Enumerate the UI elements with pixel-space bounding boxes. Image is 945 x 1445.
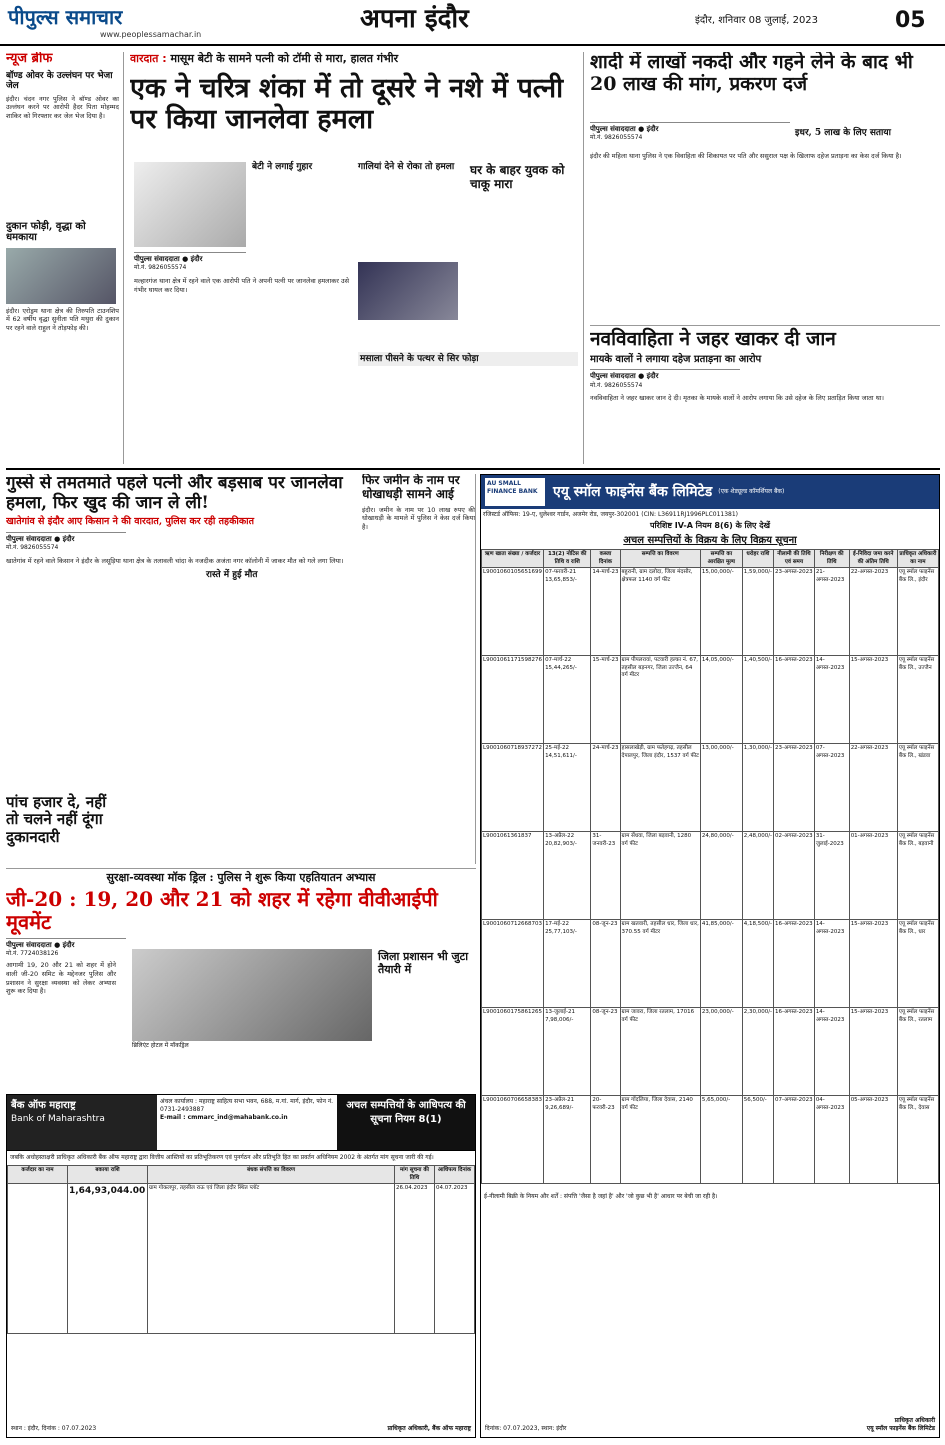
table-cell: 20-फरवरी-23 — [591, 1096, 620, 1184]
table-cell: 07-मार्च-22 15,44,265/- — [544, 656, 591, 744]
bank-tag: (एक शेड्यूल्ड कॉमर्शियल बैंक) — [718, 487, 785, 495]
dowry-headline: शादी में लाखों नकदी और गहने लेने के बाद भी 20 लाख की मांग, प्रकरण दर्ज — [590, 52, 913, 95]
table-cell: 02-अगस्त-2023 — [774, 832, 815, 920]
table-cell: 08-जून-23 — [591, 920, 620, 1008]
table-header: सम्पत्ति का विवरण — [620, 550, 700, 568]
g20-text: आगामी 19, 20 और 21 को शहर में होने वाली जी-20 समिट के मद्देनजर पुलिस और प्रशासन ने सुरक्षा व्यवस्था को लेकर अभ्यास शुरू कर दिया है। — [6, 961, 116, 996]
photo-caption: ब्रिलिएंट होटल में मॉकड्रिल — [132, 1042, 189, 1049]
terms: ई-नीलामी बिक्री के नियम और शर्तें : संपत्ति 'जैसा है जहां है' और 'जो कुछ भी है' आधार पर बेची जा रही है। — [484, 1193, 718, 1201]
table-cell: 23-अगस्त-2023 — [774, 744, 815, 832]
table-cell: 2,48,000/- — [742, 832, 773, 920]
brief-headline-1: बॉण्ड ओवर के उल्लंघन पर भेजा जेल — [6, 70, 113, 92]
farmer-subhead: खातेगांव से इंदौर आए किसान ने की वारदात, पुलिस कर रही तहकीकात — [6, 516, 255, 528]
table-row — [482, 656, 939, 744]
bom-amount: 1,64,93,044.00 — [68, 1183, 148, 1333]
table-row — [482, 568, 939, 656]
land-story — [362, 474, 476, 864]
bom-name: बैंक ऑफ महाराष्ट्र — [11, 1100, 76, 1111]
brief-headline-2: दुकान फोड़ी, वृद्धा को धमकाया — [6, 220, 86, 244]
bank-name: एयू स्मॉल फाइनेंस बैंक लिमिटेड — [553, 483, 713, 500]
table-cell: 1,40,500/- — [742, 656, 773, 744]
poison-subhead: मायके वालों ने लगाया दहेज प्रताड़ना का आरोप — [590, 353, 762, 365]
bank-signatory: प्राधिकृत अधिकारी — [894, 1416, 935, 1424]
bank-notice-title: अचल सम्पत्तियों के विक्रय के लिए विक्रय सूचना — [623, 534, 797, 546]
dowry-byline: पीपुल्स संवाददाता ● इंदौर — [590, 122, 790, 134]
dowry-text: इंदौर की महिला थाना पुलिस ने एक विवाहिता की शिकायत पर पति और ससुराल पक्ष के खिलाफ दहेज प्रताड़ना का केस दर्ज किया है। — [590, 152, 902, 160]
table-cell: 22-अगस्त-2023 — [849, 568, 897, 656]
table-cell: 15-अगस्त-2023 — [849, 920, 897, 1008]
table-header: सम्पत्ति का आरक्षित मूल्य — [700, 550, 742, 568]
news-brief-column — [6, 52, 124, 464]
brief-text-1: इंदौर। चंदन नगर पुलिस ने बॉण्ड ओवर का उल्लंघन करने पर आरोपी हैदर पिता मोहम्मद शाकिर को गिरफ्तार कर जेल भेज दिया है। — [6, 94, 119, 121]
bank-signatory-org: एयू स्मॉल फाइनेंस बैंक लिमिटेड — [866, 1424, 935, 1432]
lead-kicker: वारदात : — [130, 52, 167, 65]
table-header: कर्जदार का नाम — [8, 1166, 68, 1184]
table-cell: L9001060175861265 — [482, 1008, 544, 1096]
table-cell: L9001060718937272 — [482, 744, 544, 832]
shop-extortion-head: पांच हजार दे, नहीं तो चलने नहीं दूंगा दुकानदारी — [6, 793, 107, 846]
table-header: नीलामी की तिथि एवं समय — [774, 550, 815, 568]
page-number: 05 — [895, 8, 926, 33]
bom-email: E-mail : cmmarc_ind@mahabank.co.in — [160, 1114, 288, 1122]
table-cell: एयू स्मॉल फाइनेंस बैंक लि., धार — [897, 920, 938, 1008]
bank-date-place: दिनांक: 07.07.2023, स्थान: इंदौर — [485, 1424, 567, 1432]
table-cell: 07-फरवरी-21 13,65,853/- — [544, 568, 591, 656]
lead-kicker-text: मासूम बेटी के सामने पत्नी को टॉमी से मारा, हालत गंभीर — [170, 52, 399, 65]
lead-text: मल्हारगंज थाना क्षेत्र में रहने वाले एक आरोपी पति ने अपनी पत्नी पर जानलेवा हमलाकर उसे गंभीर घायल कर दिया। — [134, 277, 349, 294]
poison-text: नवविवाहिता ने जहर खाकर जान दे दी। मृतका के मायके वालों ने आरोप लगाया कि उसे दहेज के लिए प्रताड़ित किया जाता था। — [590, 393, 884, 402]
table-cell: 07-अगस्त-2023 — [774, 1096, 815, 1184]
table-cell: 14-मार्च-23 — [591, 568, 620, 656]
bom-possession-date: 04.07.2023 — [435, 1183, 475, 1333]
table-cell: L9001061361837 — [482, 832, 544, 920]
shop-photo — [6, 248, 116, 304]
table-cell: एयू स्मॉल फाइनेंस बैंक लि., देवास — [897, 1096, 938, 1184]
table-cell: L9001060105651699 — [482, 568, 544, 656]
table-cell: 16-अगस्त-2023 — [774, 920, 815, 1008]
bom-notice — [6, 1094, 476, 1438]
table-cell: 1,30,000/- — [742, 744, 773, 832]
table-cell: 2,30,000/- — [742, 1008, 773, 1096]
table-cell: 01-अगस्त-2023 — [849, 832, 897, 920]
table-row — [482, 832, 939, 920]
bank-rule: परिशिष्ट IV-A नियम 8(6) के लिए देखें — [649, 521, 771, 531]
table-cell: बहुरानी, ग्राम दलोदा, जिला मंदसौर, क्षेत्रफल 1140 वर्ग फीट — [620, 568, 700, 656]
table-cell: ग्राम खतवारी, तहसील धार, जिला धार, 370.55 वर्ग मीटर — [620, 920, 700, 1008]
table-cell: 15,00,000/- — [700, 568, 742, 656]
table-cell: 5,65,000/- — [700, 1096, 742, 1184]
table-cell: 15-मार्च-23 — [591, 656, 620, 744]
table-cell: 13-जुलाई-21 7,98,006/- — [544, 1008, 591, 1096]
farmer-byline: पीपुल्स संवाददाता ● इंदौर — [6, 532, 126, 544]
table-cell: ग्राम सेंधवा, जिला बड़वानी, 1280 वर्ग फीट — [620, 832, 700, 920]
au-bank-notice — [480, 474, 940, 1438]
poison-story — [590, 325, 940, 465]
table-row — [482, 1096, 939, 1184]
table-cell: एयू स्मॉल फाइनेंस बैंक लि., उज्जैन — [897, 656, 938, 744]
poison-headline: नवविवाहिता ने जहर खाकर दी जान — [590, 328, 836, 350]
table-cell: 25-मई-22 14,51,611/- — [544, 744, 591, 832]
table-header: प्राधिकृत अधिकारी का नाम — [897, 550, 938, 568]
table-cell: 21-अगस्त-2023 — [814, 568, 849, 656]
mock-drill-photo — [132, 949, 372, 1041]
land-text: इंदौर। जमीन के नाम पर 10 लाख रुपए की धोखाधड़ी के मामले में पुलिस ने केस दर्ज किया है। — [362, 505, 475, 532]
g20-mobile: मो.नं. 7724038126 — [6, 950, 59, 958]
table-cell: L9001060712668703 — [482, 920, 544, 1008]
farmer-midhead: रास्ते में हुई मौत — [206, 570, 258, 580]
table-cell: 16-अगस्त-2023 — [774, 1008, 815, 1096]
newspaper-logo: पीपुल्स समाचार — [8, 5, 123, 29]
table-row — [482, 744, 939, 832]
table-cell: 24-मार्च-23 — [591, 744, 620, 832]
table-header: 13(2) नोटिस की तिथि व राशि — [544, 550, 591, 568]
dowry-story — [590, 52, 940, 322]
table-cell: 07-अगस्त-2023 — [814, 744, 849, 832]
bom-property: ग्राम गोकलपुर, तहसील राऊ एवं जिला इंदौर स्थित प्लॉट — [148, 1183, 395, 1333]
table-cell: एयू स्मॉल फाइनेंस बैंक लि., रतलाम — [897, 1008, 938, 1096]
table-cell: 22-अगस्त-2023 — [849, 744, 897, 832]
table-cell: एयू स्मॉल फाइनेंस बैंक लि., खंडवा — [897, 744, 938, 832]
table-header: बंधक संपत्ति का विवरण — [148, 1166, 395, 1184]
masthead — [0, 0, 945, 46]
bom-footer: स्थान : इंदौर, दिनांक : 07.07.2023 — [11, 1424, 97, 1432]
g20-kicker: सुरक्षा-व्यवस्था मॉक ड्रिल : पुलिस ने शुरू किया एहतियातन अभ्यास — [106, 871, 376, 884]
table-cell: 31-जुलाई-2023 — [814, 832, 849, 920]
farmer-headline: गुस्से से तमतमाते पहले पत्नी और बड़साब पर जानलेवा हमला, फिर खुद की जान ले ली! — [6, 474, 343, 513]
table-cell: 31-जनवरी-23 — [591, 832, 620, 920]
table-cell: एयू स्मॉल फाइनेंस बैंक लि., बड़वानी — [897, 832, 938, 920]
table-header: धरोहर राशि — [742, 550, 773, 568]
table-cell: 14,05,000/- — [700, 656, 742, 744]
table-header: आधिपत्य दिनांक — [435, 1166, 475, 1184]
lead-byline: पीपुल्स संवाददाता ● इंदौर — [134, 252, 246, 264]
section-title: अपना इंदौर — [360, 4, 469, 34]
table-row — [482, 1008, 939, 1096]
illustration — [134, 162, 246, 247]
brief-label: न्यूज ब्रीफ — [6, 52, 53, 66]
table-cell: 13,00,000/- — [700, 744, 742, 832]
divider — [6, 468, 940, 470]
table-cell: 15-अगस्त-2023 — [849, 656, 897, 744]
g20-story — [6, 868, 476, 1090]
table-cell: 13-अप्रैल-22 20,82,903/- — [544, 832, 591, 920]
poison-mobile: मो.नं. 9826055574 — [590, 381, 643, 389]
g20-side-head: जिला प्रशासन भी जुटा तैयारी में — [378, 950, 469, 976]
website-link[interactable]: www.peoplessamachar.in — [100, 30, 202, 39]
table-cell: एयू स्मॉल फाइनेंस बैंक लि., इंदौर — [897, 568, 938, 656]
lead-story — [130, 52, 584, 464]
sub-head-2: गालियां देने से रोका तो हमला — [358, 162, 455, 172]
table-cell: हासलाखेड़ी, ग्राम फतेहगढ़, तहसील देपालपुर, जिला इंदौर, 1537 वर्ग फीट — [620, 744, 700, 832]
bom-title: अचल सम्पत्तियों के आधिपत्य की सूचना नियम 8(1) — [337, 1095, 475, 1150]
farmer-mobile: मो.नं. 9826055574 — [6, 544, 59, 552]
table-header: निरीक्षण की तिथि — [814, 550, 849, 568]
date-line: इंदौर, शनिवार 08 जुलाई, 2023 — [695, 15, 819, 26]
table-header: बकाया राशि — [68, 1166, 148, 1184]
fir-photo — [358, 262, 458, 320]
table-cell: 4,18,500/- — [742, 920, 773, 1008]
table-cell: 23,00,000/- — [700, 1008, 742, 1096]
table-header: ई-निविदा जमा करने की अंतिम तिथि — [849, 550, 897, 568]
sub-head-3: घर के बाहर युवक को चाकू मारा — [470, 163, 565, 191]
lead-mobile: मो.नं. 9826055574 — [134, 264, 187, 272]
table-header: कब्जा दिनांक — [591, 550, 620, 568]
table-header: ऋण खाता संख्या / कर्जदार — [482, 550, 544, 568]
table-cell: 23-अगस्त-2023 — [774, 568, 815, 656]
farmer-text: खातेगांव में रहने वाले किसान ने इंदौर के लसूड़िया थाना क्षेत्र के तलावली चांदा के नजदीक अजंता नगर कॉलोनी में जाकर मौत को गले लगा लिया। — [6, 556, 344, 565]
g20-headline: जी-20 : 19, 20 और 21 को शहर में रहेगा वीवीआईपी मूवमेंट — [6, 886, 438, 934]
table-cell: 23-अप्रैल-21 9,26,689/- — [544, 1096, 591, 1184]
table-cell: 15-अगस्त-2023 — [849, 1008, 897, 1096]
bom-demand-date: 26.04.2023 — [395, 1183, 435, 1333]
table-cell: 14-अगस्त-2023 — [814, 656, 849, 744]
dowry-subhead: इधर, 5 लाख के लिए सताया — [795, 128, 891, 138]
table-cell: 05-अगस्त-2023 — [849, 1096, 897, 1184]
sub-head-4: मसाला पीसने के पत्थर से सिर फोड़ा — [358, 352, 578, 366]
g20-byline: पीपुल्स संवाददाता ● इंदौर — [6, 938, 126, 950]
bom-signatory: प्राधिकृत अधिकारी, बैंक ऑफ महाराष्ट्र — [387, 1424, 471, 1432]
table-cell: L9001061171598276 — [482, 656, 544, 744]
table-cell: L9001060706658383 — [482, 1096, 544, 1184]
table-cell: 14-अगस्त-2023 — [814, 1008, 849, 1096]
table-cell: ग्राम पीपलरावां, पटवारी हल्का नं. 67, तहसील बड़नगर, जिला उज्जैन, 64 वर्ग मीटर — [620, 656, 700, 744]
table-cell: ग्राम गोंदलिया, जिला देवास, 2140 वर्ग फीट — [620, 1096, 700, 1184]
table-cell: 16-अगस्त-2023 — [774, 656, 815, 744]
table-row — [482, 920, 939, 1008]
lead-headline: एक ने चरित्र शंका में तो दूसरे ने नशे में पत्नी पर किया जानलेवा हमला — [130, 72, 564, 135]
table-cell: ग्राम जावरा, जिला रतलाम, 17016 वर्ग फीट — [620, 1008, 700, 1096]
bom-name-eng: Bank of Maharashtra — [11, 1113, 105, 1124]
au-bank-logo: AU SMALL FINANCE BANK — [485, 478, 545, 506]
table-cell: 04-अगस्त-2023 — [814, 1096, 849, 1184]
bom-zone-address: अंचल कार्यालय : महाराष्ट्र साहित्य सभा भवन, 688, म.गां. मार्ग, इंदौर, फोन नं. 0731-2493887 — [160, 1098, 334, 1114]
brief-text-2: इंदौर। एरोड्रम थाना क्षेत्र की तिरुपति टाउनशिप में 62 वर्षीय वृद्धा सुनीता पति मथुरा की दुकान पर रहने वाले राहुल ने तोड़फोड़ की। — [6, 306, 119, 333]
table-cell: 08-जून-23 — [591, 1008, 620, 1096]
farmer-story — [6, 474, 358, 864]
dowry-mobile: मो.नं. 9826055574 — [590, 134, 643, 142]
table-cell: 1,59,000/- — [742, 568, 773, 656]
sub-head-1: बेटी ने लगाई गुहार — [252, 162, 313, 172]
table-cell: 17-मई-22 25,77,103/- — [544, 920, 591, 1008]
table-header: मांग सूचना की तिथि — [395, 1166, 435, 1184]
bom-table — [7, 1165, 475, 1334]
poison-byline: पीपुल्स संवाददाता ● इंदौर — [590, 369, 740, 381]
land-headline: फिर जमीन के नाम पर धोखाधड़ी सामने आई — [362, 474, 460, 501]
bom-intro: जबकि अधोहस्ताक्षरी प्राधिकृत अधिकारी बैंक ऑफ महाराष्ट्र द्वारा वित्तीय आस्तियों का प्रतिभूतिकरण एवं पुनर्गठन और प्रतिभूति हित का प्रवर्तन अधिनियम 2002 के अंतर्गत मांग सूचना जारी की गई। — [10, 1154, 434, 1161]
table-cell: 56,500/- — [742, 1096, 773, 1184]
table-cell: 41,85,000/- — [700, 920, 742, 1008]
bank-address: रजिस्टर्ड ऑफिस: 19-ए, धुलेश्वर गार्डन, अजमेर रोड, जयपुर-302001 (CIN: L36911RJ1996PLC011381) — [483, 511, 739, 518]
auction-table — [481, 549, 939, 1184]
table-cell: 14-अगस्त-2023 — [814, 920, 849, 1008]
table-cell: 24,80,000/- — [700, 832, 742, 920]
